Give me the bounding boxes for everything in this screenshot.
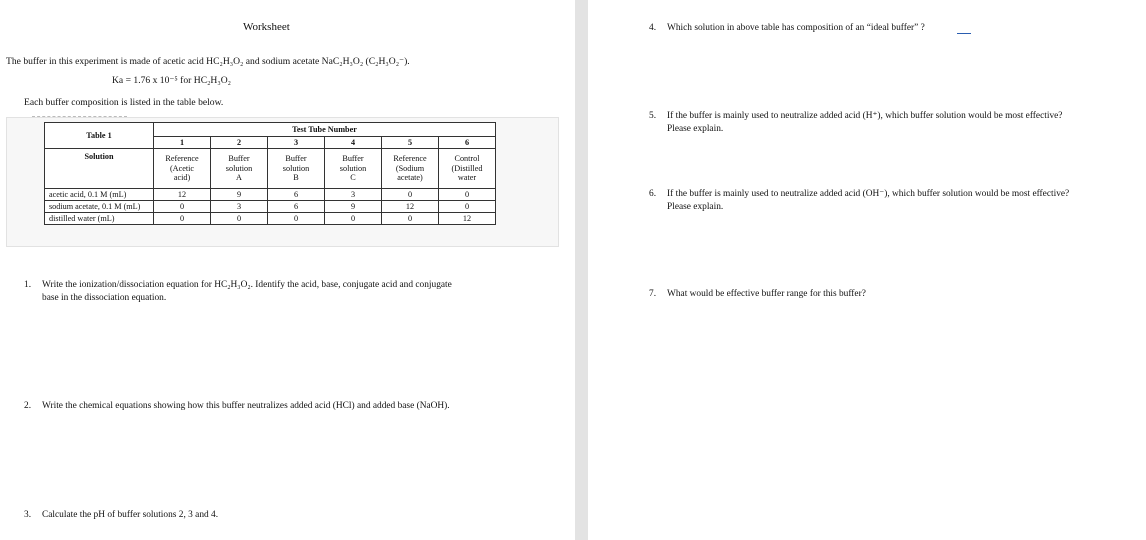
row-label: distilled water (mL) xyxy=(45,213,154,225)
row-label: acetic acid, 0.1 M (mL) xyxy=(45,189,154,201)
question-text: If the buffer is mainly used to neutralize added acid (H⁺), which buffer solution would be most effective? Please explain. xyxy=(667,111,1063,134)
question-number: 5. xyxy=(649,111,657,121)
question-number: 1. xyxy=(24,280,32,290)
question-text: Write the ionization/dissociation equation for HC₂H₃O₂. Identify the acid, base, conjugate acid and conjugate base in the dissociation equation. xyxy=(42,280,452,303)
value-cell: 3 xyxy=(325,189,382,201)
value-cell: 0 xyxy=(382,213,439,225)
question-text: If the buffer is mainly used to neutralize added acid (OH⁻), which buffer solution would be most effective? Please explain. xyxy=(667,189,1070,212)
underline-mark xyxy=(957,33,971,34)
row-label: sodium acetate, 0.1 M (mL) xyxy=(45,201,154,213)
value-cell: 12 xyxy=(439,213,496,225)
solution-cell: Buffer solution A xyxy=(211,149,268,189)
page-title: Worksheet xyxy=(243,21,290,33)
table-row xyxy=(45,189,496,201)
solution-cell: Buffer solution C xyxy=(325,149,382,189)
tube-number-cell: 2 xyxy=(211,137,268,149)
tube-number-cell: 3 xyxy=(268,137,325,149)
value-cell: 6 xyxy=(268,201,325,213)
question-number: 6. xyxy=(649,189,657,199)
solution-cell: Reference (Sodium acetate) xyxy=(382,149,439,189)
value-cell: 0 xyxy=(268,213,325,225)
tube-number-cell: 6 xyxy=(439,137,496,149)
solution-label: Solution xyxy=(45,149,154,189)
solution-cell: Control (Distilled water xyxy=(439,149,496,189)
value-cell: 12 xyxy=(154,189,211,201)
value-cell: 0 xyxy=(382,189,439,201)
value-cell: 0 xyxy=(154,201,211,213)
question-number: 7. xyxy=(649,289,657,299)
question-number: 3. xyxy=(24,510,32,520)
tube-number-cell: 5 xyxy=(382,137,439,149)
table-group-header: Test Tube Number xyxy=(154,123,496,137)
question-text: Which solution in above table has composition of an “ideal buffer” ? xyxy=(667,23,925,33)
value-cell: 12 xyxy=(382,201,439,213)
solution-cell: Buffer solution B xyxy=(268,149,325,189)
divider xyxy=(32,116,127,117)
value-cell: 0 xyxy=(439,201,496,213)
value-cell: 3 xyxy=(211,201,268,213)
value-cell: 9 xyxy=(211,189,268,201)
worksheet-page-right xyxy=(588,0,1146,540)
question-number: 4. xyxy=(649,23,657,33)
table-row xyxy=(45,213,496,225)
table-row xyxy=(45,201,496,213)
question-number: 2. xyxy=(24,401,32,411)
value-cell: 0 xyxy=(211,213,268,225)
buffer-composition-table xyxy=(44,122,496,225)
ka-text: Ka = 1.76 x 10⁻⁵ for HC₂H₃O₂ xyxy=(112,75,231,86)
solution-cell: Reference (Acetic acid) xyxy=(154,149,211,189)
question-text: Write the chemical equations showing how this buffer neutralizes added acid (HCl) and added base (NaOH). xyxy=(42,401,450,411)
value-cell: 0 xyxy=(439,189,496,201)
value-cell: 6 xyxy=(268,189,325,201)
page-gutter xyxy=(575,0,588,540)
tube-number-cell: 1 xyxy=(154,137,211,149)
value-cell: 9 xyxy=(325,201,382,213)
tube-number-cell: 4 xyxy=(325,137,382,149)
intro-text: The buffer in this experiment is made of acetic acid HC₂H₃O₂ and sodium acetate NaC₂H₃O₂ (C₂H₃O₂⁻). xyxy=(6,56,410,67)
value-cell: 0 xyxy=(154,213,211,225)
value-cell: 0 xyxy=(325,213,382,225)
each-buffer-text: Each buffer composition is listed in the table below. xyxy=(24,97,224,108)
question-text: What would be effective buffer range for this buffer? xyxy=(667,289,866,299)
question-text: Calculate the pH of buffer solutions 2, 3 and 4. xyxy=(42,510,219,520)
table-label: Table 1 xyxy=(45,123,154,149)
